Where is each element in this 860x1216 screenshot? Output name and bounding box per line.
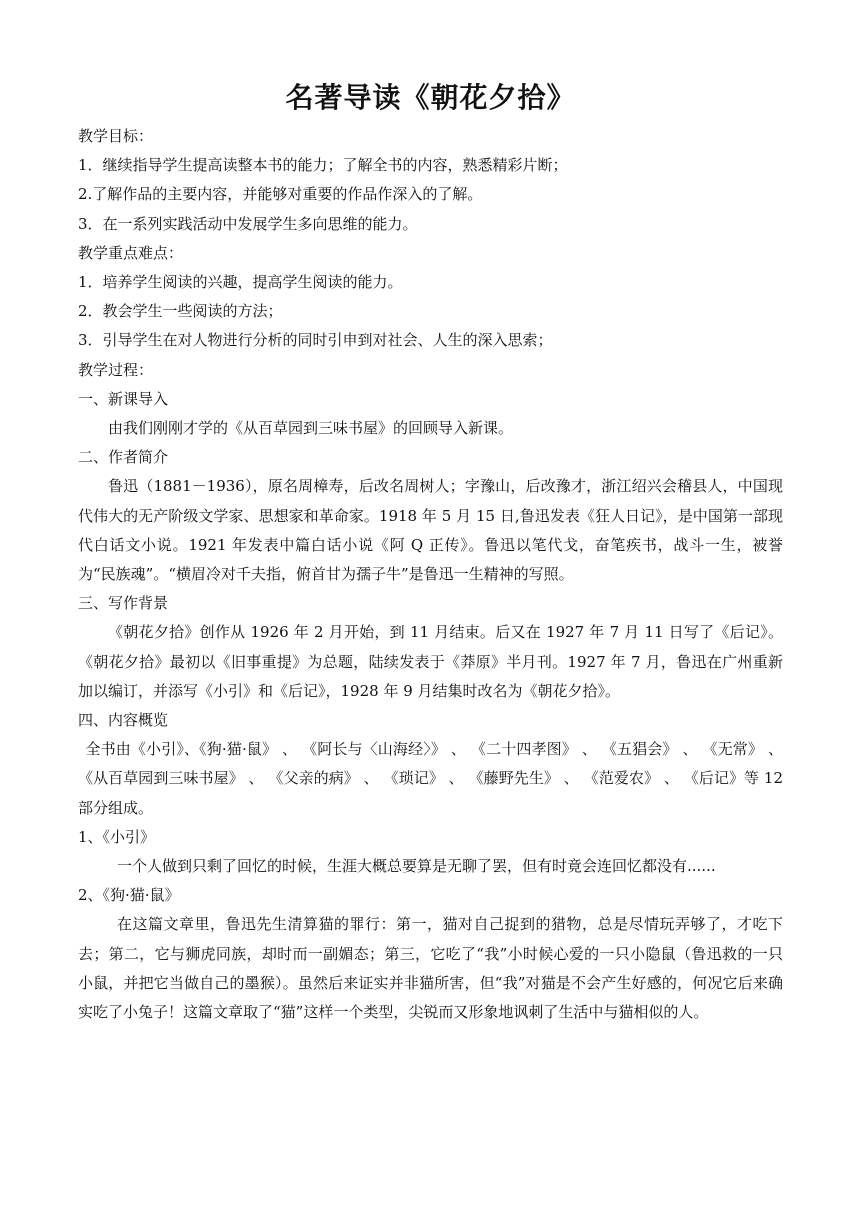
item-text-gou-mao-shu: 在这篇文章里，鲁迅先生清算猫的罪行：第一，猫对自己捉到的猎物，总是尽情玩弄够了，才吃下去；第二，它与狮虎同族，却时而一副媚态；第三，它吃了“我”小时候心爱的一只小隐鼠（鲁迅救的一只小鼠，并把它当做自己的墨猴）。虽然后来证实并非猫所害，但“我”对猫是不会产生好感的，何况它后来确实吃了小兔子！这篇文章取了“猫”这样一个类型，尖锐而又形象地讽刺了生活中与猫相似的人。 <box>78 915 783 1022</box>
section-heading-overview: 四、内容概览 <box>78 711 169 730</box>
objectives-heading: 教学目标： <box>78 127 154 145</box>
objective-item: 1．继续指导学生提高读整本书的能力；了解全书的内容，熟悉精彩片断； <box>78 156 568 175</box>
document-title: 名著导读《朝花夕拾》 <box>285 81 576 114</box>
section-heading-author: 二、作者简介 <box>78 448 169 467</box>
process-heading: 教学过程： <box>78 360 154 379</box>
objective-item: 3．在一系列实践活动中发展学生多向思维的能力。 <box>78 214 418 233</box>
objective-item: 2.了解作品的主要内容，并能够对重要的作品作深入的了解。 <box>78 185 483 204</box>
item-heading-xiaoyin: 1、《小引》 <box>78 827 156 846</box>
section-text-author: 鲁迅（1881－1936），原名周樟寿，后改名周树人；字豫山，后改豫才，浙江绍兴会稽县人，中国现代伟大的无产阶级文学家、思想家和革命家。1918 年 5 月 15 日,鲁迅发表《狂人日记》，是中国第一部现代白话文小说。1921 年发表中篇白话小说《阿 Q 正传》。鲁迅以笔代戈，奋笔疾书，战斗一生，被誉为“民族魂”。“横眉冷对千夫指，俯首甘为孺子牛”是鲁迅一生精神的写照。 <box>78 477 783 584</box>
key-point-item: 1．培养学生阅读的兴趣，提高学生阅读的能力。 <box>78 273 403 292</box>
section-heading-background: 三、写作背景 <box>78 594 169 613</box>
key-point-item: 2．教会学生一些阅读的方法； <box>78 302 283 321</box>
section-text-intro: 由我们刚刚才学的《从百草园到三味书屋》的回顾导入新课。 <box>108 419 514 438</box>
key-points-heading: 教学重点难点： <box>78 243 184 262</box>
section-heading-intro: 一、新课导入 <box>78 389 169 408</box>
section-text-background: 《朝花夕拾》创作从 1926 年 2 月开始，到 11 月结束。后又在 1927 年 7 月 11 日写了《后记》。《朝花夕拾》最初以《旧事重提》为总题，陆续发表于《莽原》半月刊。1927 年 7 月，鲁迅在广州重新加以编订，并添写《小引》和《后记》，1928 年 9 月结集时改名为《朝花夕拾》。 <box>78 623 783 700</box>
item-heading-gou-mao-shu: 2、《狗·猫·鼠》 <box>78 886 180 905</box>
section-text-overview: 全书由《小引》、《狗·猫·鼠》 、 《阿长与〈山海经〉》 、 《二十四孝图》 、 《五猖会》 、 《无常》 、 《从百草园到三味书屋》 、 《父亲的病》 、 《琐记》 、 《藤野先生》 、 《范爱农》 、 《后记》等 12 部分组成。 <box>78 740 783 817</box>
item-text-xiaoyin: 一个人做到只剩了回忆的时候，生涯大概总要算是无聊了罢，但有时竟会连回忆都没有...... <box>117 857 716 876</box>
key-point-item: 3．引导学生在对人物进行分析的同时引申到对社会、人生的深入思索； <box>78 331 553 350</box>
document-page <box>78 76 783 1027</box>
